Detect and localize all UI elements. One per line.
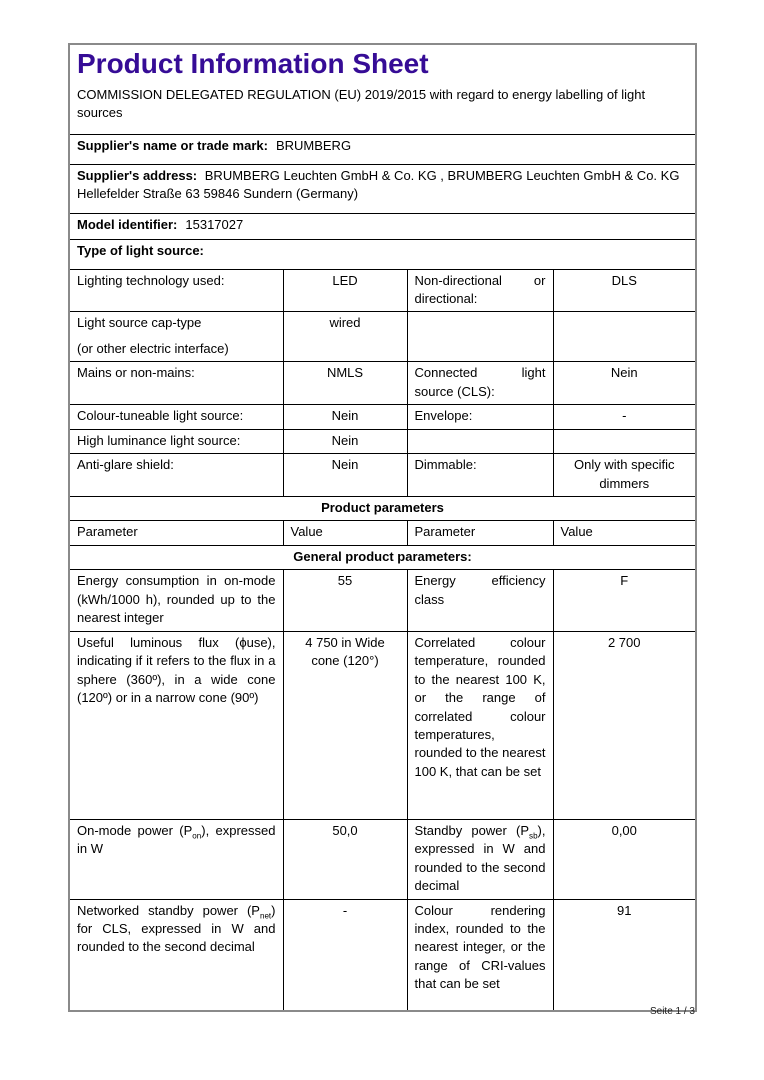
param-cell: Connected light source (CLS):: [407, 362, 553, 405]
value-cell: 0,00: [553, 819, 696, 899]
param-cell: Envelope:: [407, 405, 553, 429]
type-row: [69, 405, 696, 429]
param-cell: Standby power $(P_{sb})$, expressed in W and rounded to the second decimal: [407, 819, 553, 899]
param-cell: Lighting technology used:: [69, 269, 283, 312]
type-row: [69, 429, 696, 453]
value-cell: wired: [283, 312, 407, 362]
value-cell: Nein: [553, 362, 696, 405]
column-header: Value: [283, 521, 407, 545]
value-cell: NMLS: [283, 362, 407, 405]
subscript: net: [259, 911, 272, 921]
model-identifier-label: Model identifier:: [77, 216, 178, 232]
empty-cell: [553, 312, 696, 362]
value-cell: Nein: [283, 429, 407, 453]
column-header-row: [69, 521, 696, 545]
parameter-row: [69, 631, 696, 819]
page-number-footer: Seite 1 / 3: [649, 1006, 695, 1017]
param-cell: Mains or non-mains:: [69, 362, 283, 405]
value-cell: Nein: [283, 454, 407, 497]
type-row: [69, 269, 696, 312]
parameter-row: [69, 899, 696, 1011]
value-cell: Only with specific dimmers: [553, 454, 696, 497]
param-cell: Networked standby power $(P_{net})$ for CLS, expressed in W and rounded to the second decimal: [69, 899, 283, 1011]
subscript: sb: [529, 831, 538, 841]
type-row: [69, 312, 696, 362]
cap-type-line1: Light source cap-type: [77, 315, 202, 331]
value-cell: Nein: [283, 405, 407, 429]
param-cell: Non-directional or directional:: [407, 269, 553, 312]
param-cell: [69, 312, 283, 362]
supplier-name-label: Supplier's name or trade mark:: [77, 137, 268, 153]
column-header: Parameter: [69, 521, 283, 545]
regulation-subtitle: COMMISSION DELEGATED REGULATION (EU) 2019/2015 with regard to energy labelling of light sources: [77, 86, 646, 121]
value-cell: -: [553, 405, 696, 429]
supplier-name-value: BRUMBERG: [275, 137, 352, 153]
type-row: [69, 454, 696, 497]
supplier-name-row: [69, 134, 696, 164]
parameter-row: [69, 819, 696, 899]
param-cell: Anti-glare shield:: [69, 454, 283, 497]
general-product-parameters-heading: General product parameters:: [69, 545, 696, 569]
supplier-address-row: [69, 164, 696, 213]
column-header: Parameter: [407, 521, 553, 545]
model-identifier-row: [69, 213, 696, 239]
cap-type-line2: (or other electric interface): [77, 340, 229, 356]
empty-cell: [407, 312, 553, 362]
value-cell: 2 700: [553, 631, 696, 819]
value-cell: F: [553, 570, 696, 631]
type-of-light-source-heading: Type of light source:: [69, 239, 696, 269]
param-cell: High luminance light source:: [69, 429, 283, 453]
value-cell: -: [283, 899, 407, 1011]
page-title: Product Information Sheet: [77, 48, 429, 79]
value-cell: LED: [283, 269, 407, 312]
param-cell: Dimmable:: [407, 454, 553, 497]
supplier-address-label: Supplier's address:: [77, 167, 198, 183]
value-cell: 50,0: [283, 819, 407, 899]
parameter-row: [69, 570, 696, 631]
product-parameters-heading: Product parameters: [69, 497, 696, 521]
document-table: [68, 43, 697, 1012]
subscript: on: [192, 831, 202, 841]
value-cell: 4 750 in Wide cone (120°): [283, 631, 407, 819]
model-identifier-value: 15317027: [185, 216, 244, 232]
supplier-address-value: BRUMBERG Leuchten GmbH & Co. KG , BRUMBERG Leuchten GmbH & Co. KG Hellefelder Straße 63 59846 Sundern (Germany): [77, 167, 680, 201]
value-cell: 55: [283, 570, 407, 631]
param-cell: Useful luminous flux (ϕuse), indicating if it refers to the flux in a sphere (360º), in a wide cone (120º) or in a narrow cone (90º): [69, 631, 283, 819]
param-cell: Energy consumption in on-mode (kWh/1000 h), rounded up to the nearest integer: [69, 570, 283, 631]
param-cell: Energy efficiency class: [407, 570, 553, 631]
param-cell: Colour rendering index, rounded to the nearest integer, or the range of CRI-values that can be set: [407, 899, 553, 1011]
empty-cell: [407, 429, 553, 453]
type-row: [69, 362, 696, 405]
product-information-sheet: [68, 43, 695, 1012]
value-cell: 91: [553, 899, 696, 1011]
title-block: [69, 44, 696, 134]
param-cell: Correlated colour temperature, rounded to the nearest 100 K, or the range of correlated colour temperatures, rounded to the nearest 100 K, that can be set: [407, 631, 553, 819]
param-cell: Colour-tuneable light source:: [69, 405, 283, 429]
value-cell: DLS: [553, 269, 696, 312]
column-header: Value: [553, 521, 696, 545]
param-cell: On-mode power $(P_{on})$, expressed in W: [69, 819, 283, 899]
empty-cell: [553, 429, 696, 453]
